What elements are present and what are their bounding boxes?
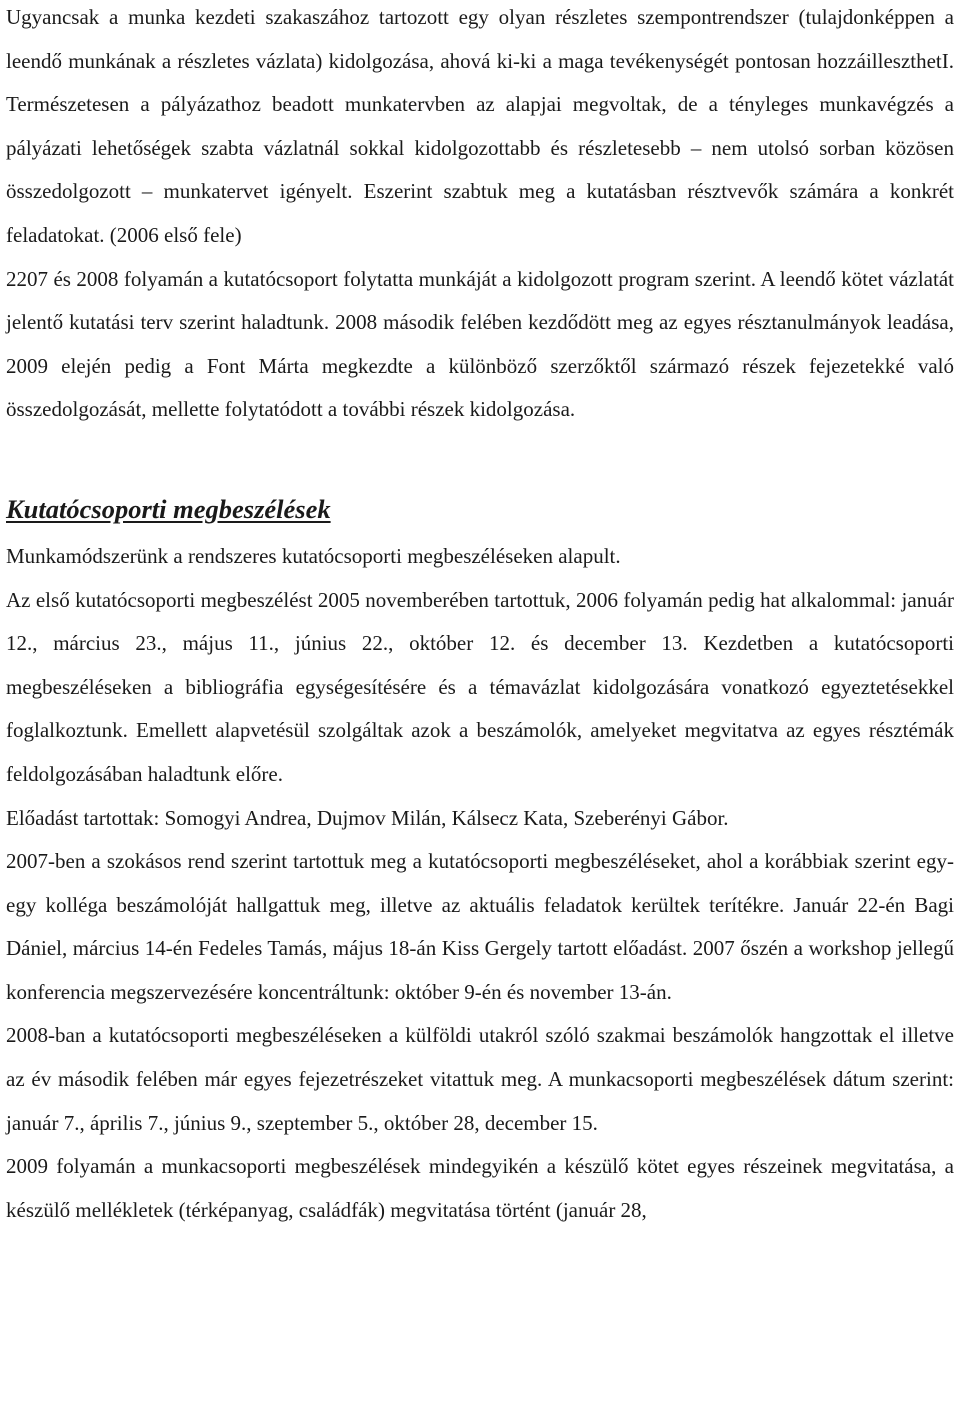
- paragraph-meetings-2009: 2009 folyamán a munkacsoporti megbeszélések mindegyikén a készülő kötet egyes részeinek megvitatása, a készülő mellékletek (térképanyag, családfák) megvitatása történt (január 28,: [6, 1154, 954, 1222]
- paragraph-presenters: Előadást tartottak: Somogyi Andrea, Dujmov Milán, Kálsecz Kata, Szeberényi Gábor.: [6, 805, 729, 830]
- paragraph-method: Munkamódszerünk a rendszeres kutatócsoporti megbeszéléseken alapult.: [6, 543, 621, 568]
- paragraph-meetings-2008: 2008-ban a kutatócsoporti megbeszéléseken a külföldi utakról szóló szakmai beszámolók hangzottak el illetve az év második felében már egyes fejezetrészeket vitattuk meg. A munkacsoporti megbeszélések dátum szerint: január 7., április 7., június 9., szeptember 5., október 28, december 15.: [6, 1023, 954, 1135]
- paragraph-work-progress: 2207 és 2008 folyamán a kutatócsoport folytatta munkáját a kidolgozott program szerint. A leendő kötet vázlatát jelentő kutatási terv szerint haladtunk. 2008 második felében kezdődött meg az egyes résztanulmányok leadása, 2009 elején pedig a Font Márta megkezdte a különböző szerzőktől származó részek fejezetekké való összedolgozását, mellette folytatódott a további részek kidolgozása.: [6, 266, 954, 422]
- paragraph-meetings-2007: 2007-ben a szokásos rend szerint tartottuk meg a kutatócsoporti megbeszéléseket, ahol a korábbiak szerint egy-egy kolléga beszámolóját hallgattuk meg, illetve az aktuális feladatok kerültek terítékre. Január 22-én Bagi Dániel, március 14-én Fedeles Tamás, május 18-án Kiss Gergely tartott előadást. 2007 őszén a workshop jellegű konferencia megszervezésére koncentráltunk: október 9-én és november 13-án.: [6, 849, 954, 1004]
- section-heading: Kutatócsoporti megbeszélések: [6, 493, 331, 524]
- document-page: [6, 0, 954, 1232]
- paragraph-work-outline: Ugyancsak a munka kezdeti szakaszához tartozott egy olyan részletes szempontrendszer (tulajdonképpen a leendő munkának a részletes vázlata) kidolgozása, ahová ki-ki a maga tevékenységét pontosan hozzáilleszthetI. Természetesen a pályázathoz beadott munkatervben az alapjai megvoltak, de a tényleges munkavégzés a pályázati lehetőségek szabta vázlatnál sokkal kidolgozottabb és részletesebb – nem utolsó sorban közösen összedolgozott – munkatervet igényelt. Eszerint szabtuk meg a kutatásban résztvevők számára a konkrét feladatokat. (2006 első fele): [6, 5, 954, 247]
- paragraph-meetings-2005-2006: Az első kutatócsoporti megbeszélést 2005 novemberében tartottuk, 2006 folyamán pedig hat alkalommal: január 12., március 23., május 11., június 22., október 12. és december 13. Kezdetben a kutatócsoporti megbeszéléseken a bibliográfia egységesítésére és a témavázlat kidolgozására vonatkozó egyeztetésekkel foglalkoztunk. Emellett alapvetésül szolgáltak azok a beszámolók, amelyeket megvitatva az egyes résztémák feldolgozásában haladtunk előre.: [6, 587, 954, 786]
